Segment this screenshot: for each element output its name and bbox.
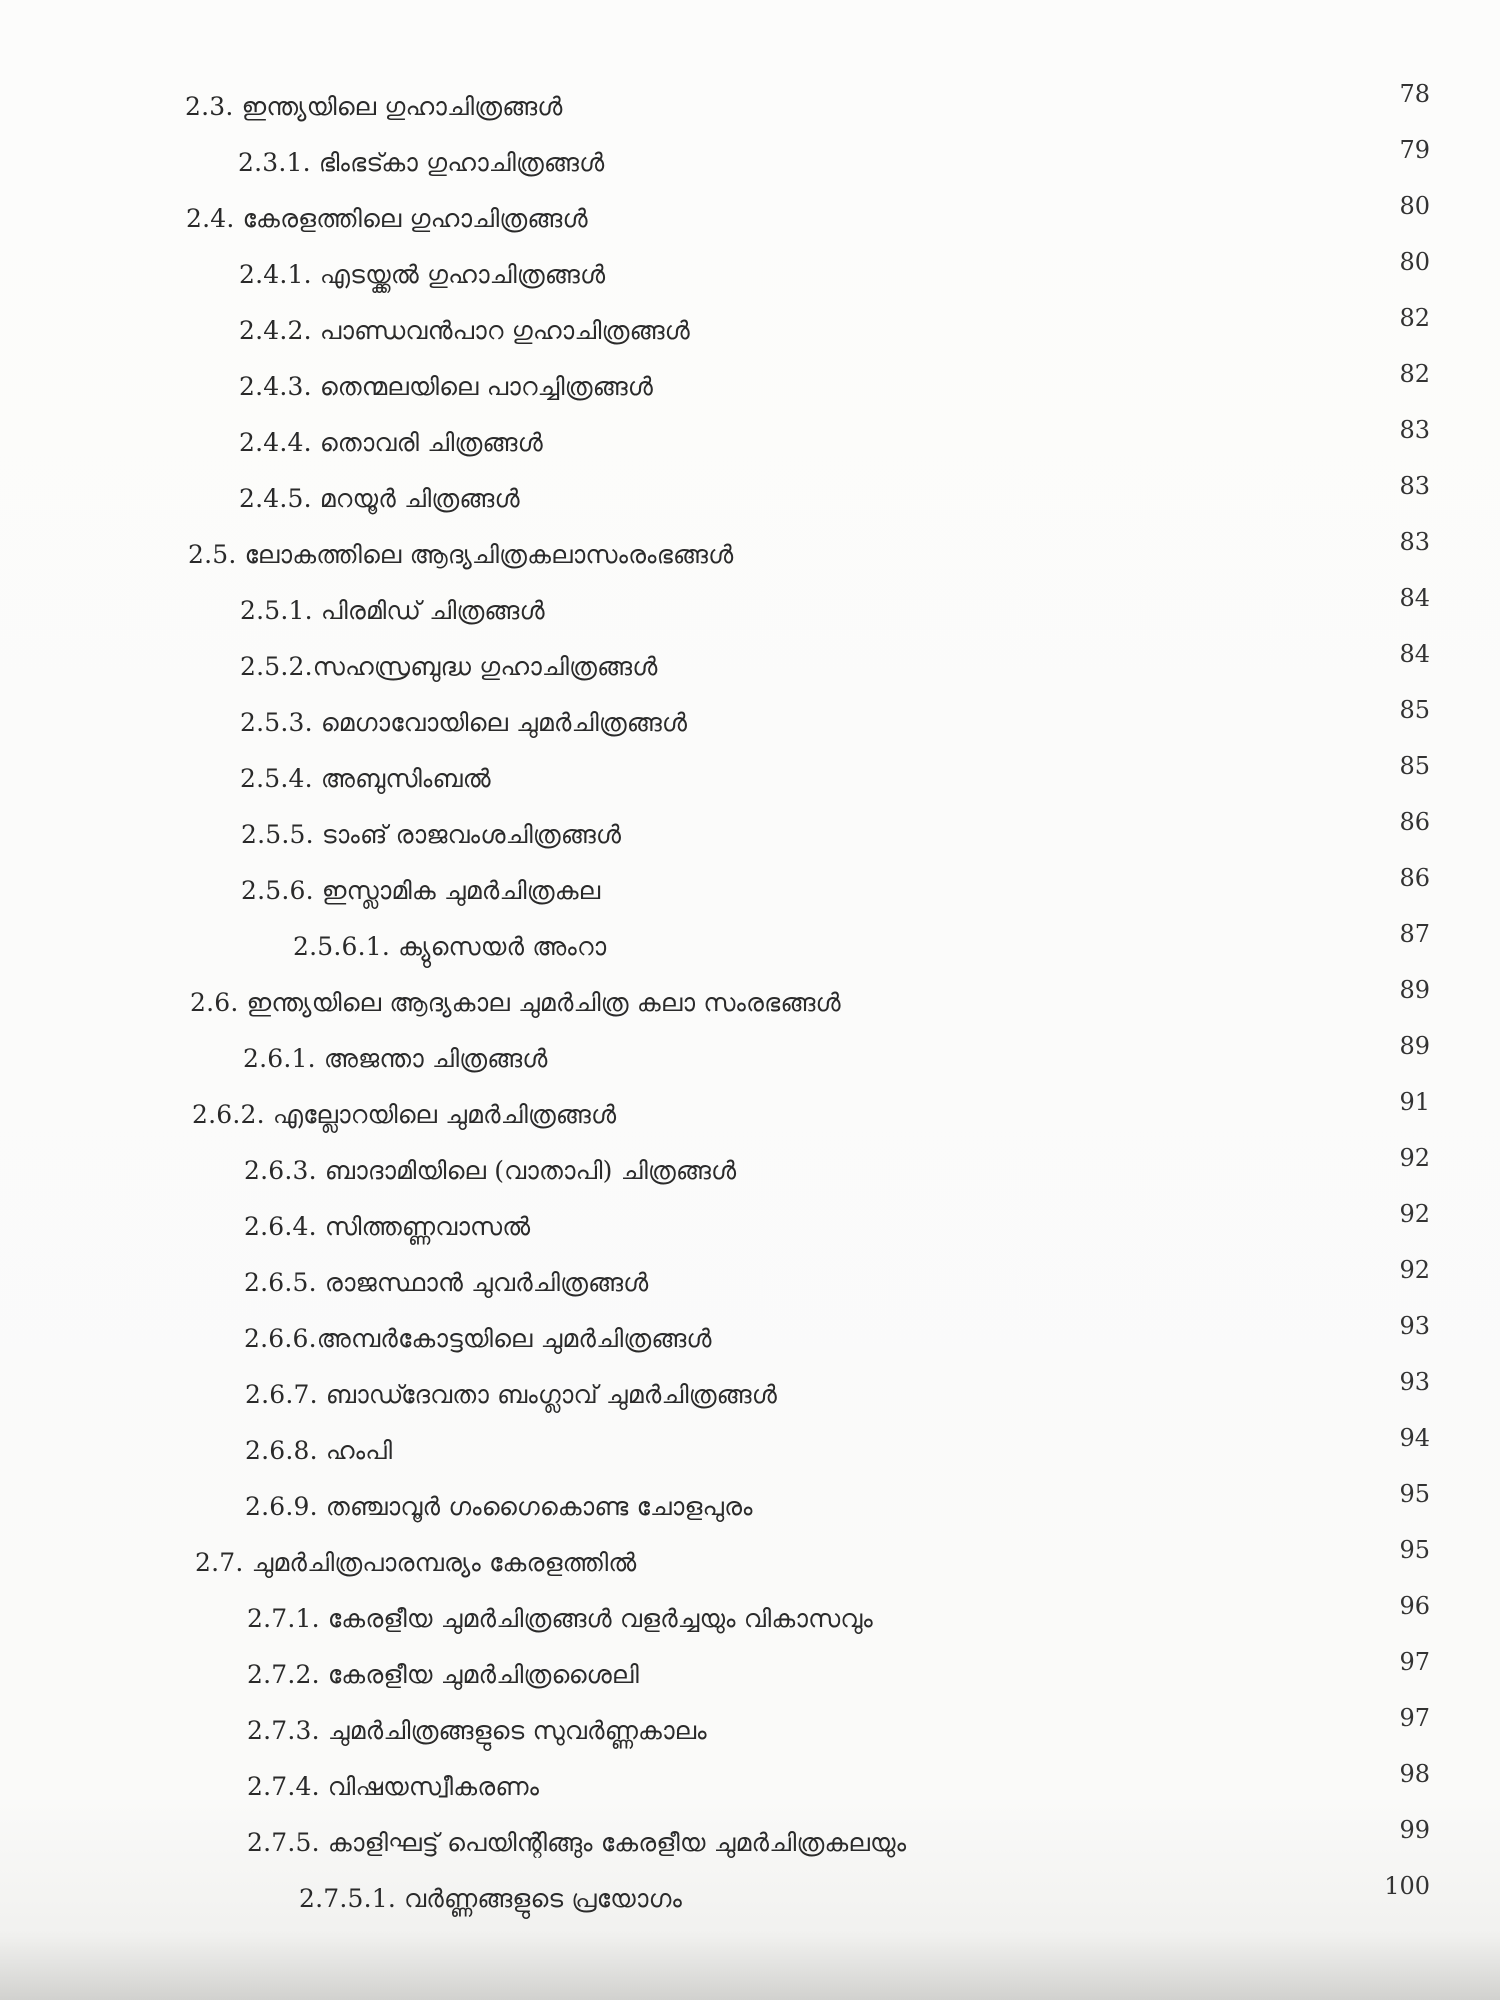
toc-page-number: 91 [1399, 1088, 1430, 1116]
toc-page-number: 96 [1399, 1592, 1430, 1620]
toc-page-number: 92 [1399, 1200, 1430, 1228]
toc-page-number: 82 [1399, 304, 1430, 332]
toc-entry [0, 304, 1500, 360]
toc-entry-title: 2.7.1. കേരളീയ ചുമർചിത്രങ്ങൾ വളർച്ചയും വികാസവും [247, 1604, 873, 1633]
toc-page-number: 93 [1399, 1368, 1430, 1396]
toc-entry-title: 2.3.1. ഭിംഭട്കാ ഗുഹാചിത്രങ്ങൾ [238, 148, 605, 177]
scan-shadow [0, 1930, 1500, 2000]
toc-page-number: 82 [1399, 360, 1430, 388]
toc-entry-title: 2.5. ലോകത്തിലെ ആദ്യചിത്രകലാസംരംഭങ്ങൾ [188, 540, 734, 569]
toc-entry [0, 80, 1500, 136]
toc-entry-title: 2.4.5. മറയൂർ ചിത്രങ്ങൾ [239, 484, 520, 513]
toc-page-number: 83 [1399, 528, 1430, 556]
toc-entry [0, 696, 1500, 752]
toc-page-number: 89 [1399, 976, 1430, 1004]
toc-entry-title: 2.7. ചുമർചിത്രപാരമ്പര്യം കേരളത്തിൽ [195, 1548, 637, 1577]
toc-entry [0, 1816, 1500, 1872]
toc-entry [0, 1536, 1500, 1592]
toc-page-number: 85 [1399, 696, 1430, 724]
toc-entry-title: 2.7.5. കാളിഘട്ട് പെയിന്റിങ്ങും കേരളീയ ചുമർചിത്രകലയും [247, 1828, 907, 1857]
toc-entry [0, 1032, 1500, 1088]
toc-page-number: 86 [1399, 864, 1430, 892]
toc-entry [0, 248, 1500, 304]
toc-page-number: 78 [1399, 80, 1430, 108]
toc-entry [0, 1704, 1500, 1760]
toc-entry [0, 528, 1500, 584]
toc-entry [0, 1424, 1500, 1480]
toc-page-number: 80 [1399, 192, 1430, 220]
toc-entry-title: 2.6.7. ബാഡ്ദേവതാ ബംഗ്ലാവ് ചുമർചിത്രങ്ങൾ [245, 1380, 778, 1409]
toc-page-number: 92 [1399, 1256, 1430, 1284]
toc-entry-title: 2.6.1. അജന്താ ചിത്രങ്ങൾ [243, 1044, 548, 1073]
toc-page-number: 85 [1399, 752, 1430, 780]
toc-entry-title: 2.4.4. തൊവരി ചിത്രങ്ങൾ [239, 428, 543, 457]
toc-entry [0, 192, 1500, 248]
toc-entry [0, 752, 1500, 808]
toc-entry [0, 584, 1500, 640]
toc-entry [0, 136, 1500, 192]
toc-entry-title: 2.6.4. സിത്തണ്ണവാസൽ [244, 1212, 531, 1241]
toc-page-number: 94 [1399, 1424, 1430, 1452]
toc-page-number: 79 [1399, 136, 1430, 164]
toc-entry [0, 808, 1500, 864]
toc-entry-title: 2.5.3. മെഗാവോയിലെ ചുമർചിത്രങ്ങൾ [240, 708, 688, 737]
toc-entry [0, 1760, 1500, 1816]
toc-page-number: 80 [1399, 248, 1430, 276]
toc-entry-title: 2.4.1. എടയ്ക്കൽ ഗുഹാചിത്രങ്ങൾ [239, 260, 606, 289]
toc-entry [0, 416, 1500, 472]
toc-page-number: 97 [1399, 1704, 1430, 1732]
toc-page-number: 86 [1399, 808, 1430, 836]
toc-page-number: 93 [1399, 1312, 1430, 1340]
toc-entry [0, 864, 1500, 920]
toc-entry-title: 2.6.9. തഞ്ചാവൂർ ഗംഗൈകൊണ്ട ചോളപുരം [245, 1492, 753, 1521]
toc-entry [0, 1592, 1500, 1648]
toc-entry [0, 640, 1500, 696]
toc-entry-title: 2.5.6.1. ക്യുസെയർ അംറാ [293, 932, 607, 961]
toc-entry-title: 2.5.6. ഇസ്ലാമിക ചുമർചിത്രകല [241, 876, 601, 905]
toc-entry [0, 1312, 1500, 1368]
toc-entry-title: 2.3. ഇന്ത്യയിലെ ഗുഹാചിത്രങ്ങൾ [185, 92, 563, 121]
toc-entry [0, 1256, 1500, 1312]
toc-page-number: 84 [1399, 640, 1430, 668]
toc-entry [0, 1200, 1500, 1256]
toc-entry [0, 1872, 1500, 1928]
toc-entry [0, 1480, 1500, 1536]
toc-page-number: 97 [1399, 1648, 1430, 1676]
toc-entry [0, 1144, 1500, 1200]
toc-entry-title: 2.7.3. ചുമർചിത്രങ്ങളുടെ സുവർണ്ണകാലം [247, 1716, 707, 1745]
toc-entry [0, 472, 1500, 528]
toc-entry [0, 360, 1500, 416]
toc-entry-title: 2.7.4. വിഷയസ്വീകരണം [247, 1772, 540, 1801]
toc-entry-title: 2.4.3. തെന്മലയിലെ പാറച്ചിത്രങ്ങൾ [239, 372, 654, 401]
toc-entry [0, 976, 1500, 1032]
toc-page-number: 95 [1399, 1480, 1430, 1508]
toc-page-number: 87 [1399, 920, 1430, 948]
table-of-contents [0, 80, 1500, 1928]
toc-page-number: 84 [1399, 584, 1430, 612]
toc-entry-title: 2.7.5.1. വർണ്ണങ്ങളുടെ പ്രയോഗം [299, 1884, 683, 1913]
toc-entry-title: 2.6.3. ബാദാമിയിലെ (വാതാപി) ചിത്രങ്ങൾ [244, 1156, 737, 1185]
toc-page-number: 92 [1399, 1144, 1430, 1172]
toc-entry-title: 2.6.5. രാജസ്ഥാൻ ചുവർചിത്രങ്ങൾ [244, 1268, 649, 1297]
toc-page-number: 95 [1399, 1536, 1430, 1564]
toc-entry [0, 920, 1500, 976]
toc-entry-title: 2.5.4. അബുസിംബൽ [240, 764, 491, 793]
toc-page-number: 83 [1399, 472, 1430, 500]
toc-page-number: 83 [1399, 416, 1430, 444]
toc-page-number: 89 [1399, 1032, 1430, 1060]
toc-entry-title: 2.6.8. ഹംപി [245, 1436, 393, 1465]
toc-page-number: 99 [1399, 1816, 1430, 1844]
toc-entry-title: 2.7.2. കേരളീയ ചുമർചിത്രശൈലി [247, 1660, 639, 1689]
toc-entry [0, 1648, 1500, 1704]
toc-entry-title: 2.6.6.അമ്പർകോട്ടയിലെ ചുമർചിത്രങ്ങൾ [244, 1324, 712, 1353]
toc-entry [0, 1368, 1500, 1424]
toc-entry-title: 2.5.1. പിരമിഡ് ചിത്രങ്ങൾ [240, 596, 545, 625]
toc-entry-title: 2.5.2.സഹസ്രബുദ്ധ ഗുഹാചിത്രങ്ങൾ [240, 652, 658, 681]
toc-entry-title: 2.4.2. പാണ്ഡവൻപാറ ഗുഹാചിത്രങ്ങൾ [239, 316, 690, 345]
toc-entry [0, 1088, 1500, 1144]
toc-page-number: 100 [1384, 1872, 1430, 1900]
toc-entry-title: 2.6.2. എല്ലോറയിലെ ചുമർചിത്രങ്ങൾ [192, 1100, 617, 1129]
toc-entry-title: 2.5.5. ടാംങ് രാജവംശചിത്രങ്ങൾ [241, 820, 622, 849]
toc-entry-title: 2.4. കേരളത്തിലെ ഗുഹാചിത്രങ്ങൾ [186, 204, 588, 233]
toc-page-number: 98 [1399, 1760, 1430, 1788]
toc-entry-title: 2.6. ഇന്ത്യയിലെ ആദ്യകാല ചുമർചിത്ര കലാ സംരഭങ്ങൾ [190, 988, 841, 1017]
